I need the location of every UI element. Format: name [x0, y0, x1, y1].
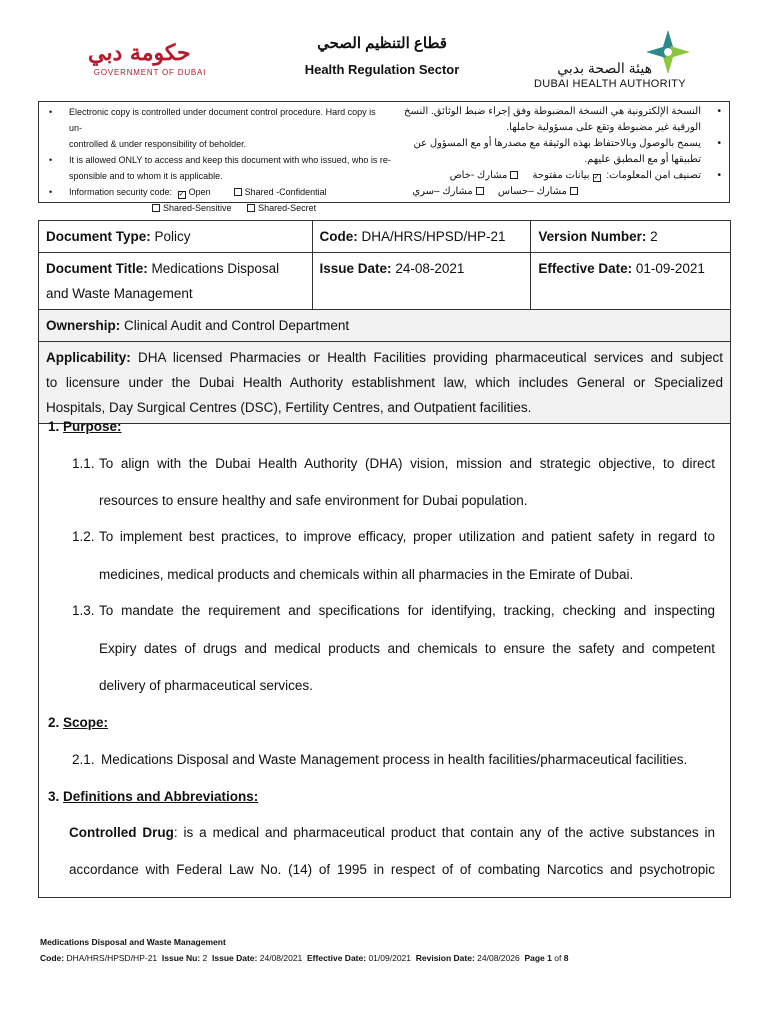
footer-title: Medications Disposal and Waste Management — [40, 937, 226, 947]
applicability-text: DHA licensed Pharmacies or Health Facilities providing pharmaceutical services and subject — [137, 350, 723, 365]
effective-date-cell: Effective Date: 01-09-2021 — [531, 253, 731, 310]
definition-text: : is a medical and pharmaceutical product that contain any of the active substances in — [173, 825, 715, 840]
notice-item — [45, 184, 391, 216]
notice-item — [399, 104, 725, 136]
gov-logo-english: GOVERNMENT OF DUBAI — [93, 68, 207, 77]
sector-title-arabic: قطاع التنظيم الصحي — [317, 35, 447, 52]
table-row — [39, 253, 731, 310]
footer-code: DHA/HRS/HPSD/HP-21 — [66, 953, 158, 963]
issue-date-value: 24-08-2021 — [395, 261, 465, 276]
notice-arabic — [399, 104, 725, 200]
footer-issue-date: 24/08/2021 — [259, 953, 303, 963]
option-shared-private: مشارك -خاص — [449, 170, 508, 181]
paragraph-line: To align with the Dubai Health Authority (DHA) vision, mission and strategic objective, to direct — [99, 456, 715, 471]
ownership-value: Clinical Audit and Control Department — [124, 318, 350, 333]
dha-logo-arabic: هيئة الصحة بدبي — [557, 60, 652, 76]
gov-logo-arabic: حكومة دبي — [88, 40, 191, 66]
dha-logo — [536, 28, 692, 92]
notice-item — [399, 168, 725, 200]
bullet-icon: • — [49, 107, 53, 117]
definition-text: accordance with Federal Law No. (14) of 1995 in respect of of combating Narcotics and psychotropic — [69, 862, 715, 877]
option-shared-confidential: Shared -Confidential — [244, 187, 327, 197]
notice-text: controlled & under responsibility of beholder. — [69, 139, 247, 149]
bullet-icon: • — [49, 187, 53, 197]
notice-text: تطبيقها أو مع المطبق عليهم. — [584, 154, 701, 165]
paragraph-line: Expiry dates of drugs and medical products and chemicals to ensure the safety and competent — [99, 641, 715, 656]
checkbox-checked-icon: ✓ — [178, 191, 185, 198]
checkbox-icon — [247, 204, 255, 212]
sector-title: Health Regulation Sector — [304, 62, 460, 77]
applicability-cell: Applicability: DHA licensed Pharmacies or Health Facilities providing pharmaceutical services and subject to licensure under the Dubai Health Authority establishment law, which includes General or Specialized Hospitals, Day Surgical Centres (DSC), Fertility Centres, and Outpatient facilities. — [39, 342, 731, 424]
notice-text: الورقية غير مضبوطة وتقع على مسؤولية حاملها. — [506, 122, 701, 133]
definition-term: Controlled Drug — [69, 825, 174, 840]
code-value: DHA/HRS/HPSD/HP-21 — [361, 229, 506, 244]
notice-text: Electronic copy is controlled under document control procedure. Hard copy is un- — [69, 107, 376, 133]
option-shared-secret: Shared-Secret — [258, 203, 317, 213]
footer-revision-date: 24/08/2026 — [477, 953, 520, 963]
checkbox-icon — [570, 187, 578, 195]
effective-date-value: 01-09-2021 — [635, 261, 705, 276]
notice-item — [45, 152, 391, 184]
definition-controlled-drug — [69, 825, 715, 840]
bullet-icon: • — [717, 170, 721, 181]
checkbox-checked-icon: ✓ — [593, 174, 600, 181]
footer-issue-number: 2 — [202, 953, 208, 963]
notice-text: It is allowed ONLY to access and keep this document with who issued, who is re- — [69, 155, 391, 165]
bullet-icon: • — [49, 155, 53, 165]
checkbox-icon — [510, 171, 518, 179]
ownership-cell: Ownership: Clinical Audit and Control Department — [39, 310, 731, 342]
section-heading-definitions: 3. Definitions and Abbreviations: — [48, 789, 259, 804]
section-heading-purpose: 1. Purpose: — [48, 419, 122, 434]
page-header — [0, 0, 768, 100]
version-value: 2 — [650, 229, 658, 244]
option-open: بيانات مفتوحة — [532, 170, 590, 181]
notice-text: sponsible and to whom it is applicable. — [69, 171, 223, 181]
paragraph-line: resources to ensure healthy and safe environment for Dubai population. — [99, 493, 528, 508]
paragraph-line: To implement best practices, to improve efficacy, proper utilization and patient safety in regard to — [99, 529, 715, 544]
table-row — [39, 310, 731, 342]
section-heading-scope: 2. Scope: — [48, 715, 109, 730]
document-type-cell: Document Type: Policy — [39, 221, 313, 253]
table-row — [39, 221, 731, 253]
notice-text: النسخة الإلكترونية هي النسخة المضبوطة وفق إجراء ضبط الوثائق. النسخ — [404, 106, 701, 117]
option-shared-sensitive: Shared-Sensitive — [163, 203, 232, 213]
paragraph-line: To mandate the requirement and specifications for identifying, tracking, checking and inspecting — [99, 603, 715, 618]
paragraph-line: delivery of pharmaceutical services. — [99, 678, 313, 693]
applicability-text: to licensure under the Dubai Health Authority establishment law, which includes General or Specialized — [46, 375, 723, 390]
security-code-label: Information security code: — [69, 187, 173, 197]
page-number: 1 — [547, 953, 552, 963]
checkbox-icon — [234, 188, 242, 196]
document-control-notice — [38, 101, 730, 213]
security-code-label: تصنيف امن المعلومات: — [606, 170, 701, 181]
document-title-cell: Document Title: Medications Disposal and Waste Management — [39, 253, 313, 310]
code-cell: Code: DHA/HRS/HPSD/HP-21 — [312, 221, 531, 253]
document-info-table — [38, 220, 731, 424]
option-open: Open — [188, 187, 211, 197]
notice-english — [45, 104, 391, 216]
applicability-text: Hospitals, Day Surgical Centres (DSC), Fertility Centres, and Outpatient facilities. — [46, 400, 532, 415]
notice-text: يسمح بالوصول وبالاحتفاظ بهذه الوثيقة مع مصدرها أو مع المسؤول عن — [413, 138, 701, 149]
checkbox-icon — [152, 204, 160, 212]
notice-item — [45, 104, 391, 152]
government-of-dubai-logo — [76, 40, 224, 82]
issue-date-cell: Issue Date: 24-08-2021 — [312, 253, 531, 310]
page-total: 8 — [563, 953, 569, 963]
notice-item — [399, 136, 725, 168]
bullet-icon: • — [717, 106, 721, 117]
document-body: 1. Purpose: 1.1. To align with the Dubai Health Authority (DHA) vision, mission and strategic objective, to direct resources to ensure healthy and safe environment for Dubai population. 1.2. To implement best practices, to improve efficacy, proper utilization and patient safety in regard to medicines, medical products and chemicals within all pharmacies in the Emirate of Dubai. 1.3. To mandate the requirement and specifications for identifying, tracking, checking and inspecting Expiry dates of drugs and medical products and chemicals to ensure the safety and competent delivery of pharmaceutical services. 2. Scope: 2.1. Medications Disposal and Waste Management process in health facilities/pharmaceutical facilities. 3. Definitions and Abbreviations: Controlled Drug: is a medical and pharmaceutical product that contain any of the active substances in accordance with Federal Law No. (14) of 1995 in respect of of combating Narcotics and psychotropic — [38, 403, 731, 898]
option-shared-sensitive: مشارك –حساس — [497, 186, 567, 197]
page-footer: Medications Disposal and Waste Management Code: DHA/HRS/HPSD/HP-21 Issue Nu: 2 Issue Date: 24/08/2021 Effective Date: 01/09/2021 Revision Date: 24/08/2026 Page 1 of 8 — [40, 937, 569, 963]
footer-effective-date: 01/09/2021 — [368, 953, 411, 963]
version-cell: Version Number: 2 — [531, 221, 731, 253]
dha-logo-english: DUBAI HEALTH AUTHORITY — [534, 78, 686, 90]
bullet-icon: • — [717, 138, 721, 149]
document-type-value: Policy — [154, 229, 191, 244]
checkbox-icon — [476, 187, 484, 195]
paragraph-line: medicines, medical products and chemicals within all pharmacies in the Emirate of Dubai. — [99, 567, 634, 582]
option-shared-secret: مشارك –سري — [412, 186, 473, 197]
document-title-value: and Waste Management — [46, 286, 193, 301]
paragraph-line: Medications Disposal and Waste Management process in health facilities/pharmaceutical facilities. — [101, 752, 688, 767]
document-title-value: Medications Disposal — [151, 261, 280, 276]
